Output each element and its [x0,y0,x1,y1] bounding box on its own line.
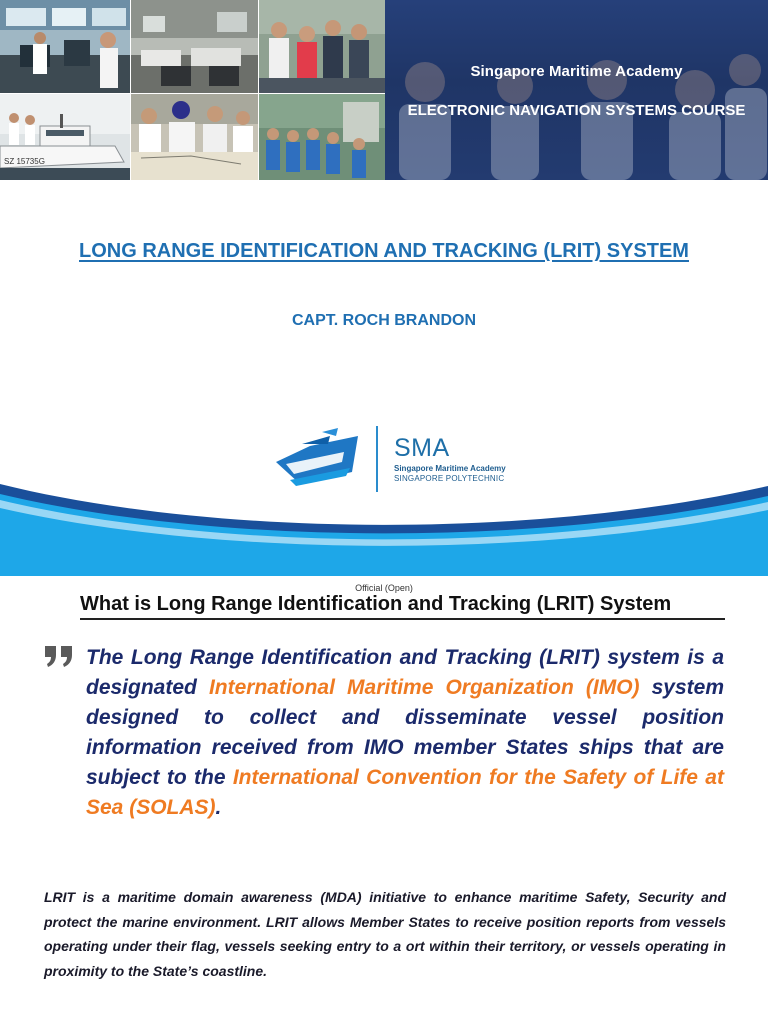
heading-underline [80,618,725,620]
quote-text-2: system designed to collect and disseminate vessel position information received from IMO member States ships that are subject to the [86,676,724,789]
logo-polytechnic-name: SINGAPORE POLYTECHNIC [394,474,505,483]
engine-lab-photo [259,94,385,180]
quote-mark-icon [44,642,74,670]
presentation-title: LONG RANGE IDENTIFICATION AND TRACKING (LRIT) SYSTEM [79,240,689,262]
classification-label: Official (Open) [355,583,413,593]
training-vessel-photo [0,94,130,180]
presenter-name: CAPT. ROCH BRANDON [292,312,476,329]
logo-academy-name: Singapore Maritime Academy [394,464,506,473]
students-group-photo [259,0,385,93]
lrit-definition-quote [86,643,724,823]
quote-text-1: The Long Range Identification and Tracking (LRIT) system is a designated [86,646,724,699]
content-slide [0,576,768,1024]
course-name: ELECTRONIC NAVIGATION SYSTEMS COURSE [407,102,746,119]
lrit-description-paragraph: LRIT is a maritime domain awareness (MDA) initiative to enhance maritime Safety, Security and protect the marine environment. LRIT allows Member States to receive position reports from vessels operating under their flag, vessels seeking entry to a ort within their territory, or vessels operating in proximity to the State’s coastline. [44,889,726,979]
classroom-photo [131,0,258,93]
photo-collage [0,0,385,180]
vessel-marking: SZ 15735G [4,157,45,166]
imo-highlight: International Maritime Organization (IMO) [208,676,640,699]
title-banner [385,0,768,180]
academy-name: Singapore Maritime Academy [470,63,683,80]
slide-heading: What is Long Range Identification and Tracking (LRIT) System [80,593,672,615]
blue-wave-decoration [0,470,768,576]
bridge-simulator-photo [0,0,130,93]
logo-abbreviation: SMA [394,434,450,462]
cadets-background-image [385,0,768,180]
chartwork-photo [131,94,258,180]
solas-highlight: International Convention for the Safety of Life at Sea (SOLAS) [86,766,724,819]
quote-text-3: . [215,796,222,819]
